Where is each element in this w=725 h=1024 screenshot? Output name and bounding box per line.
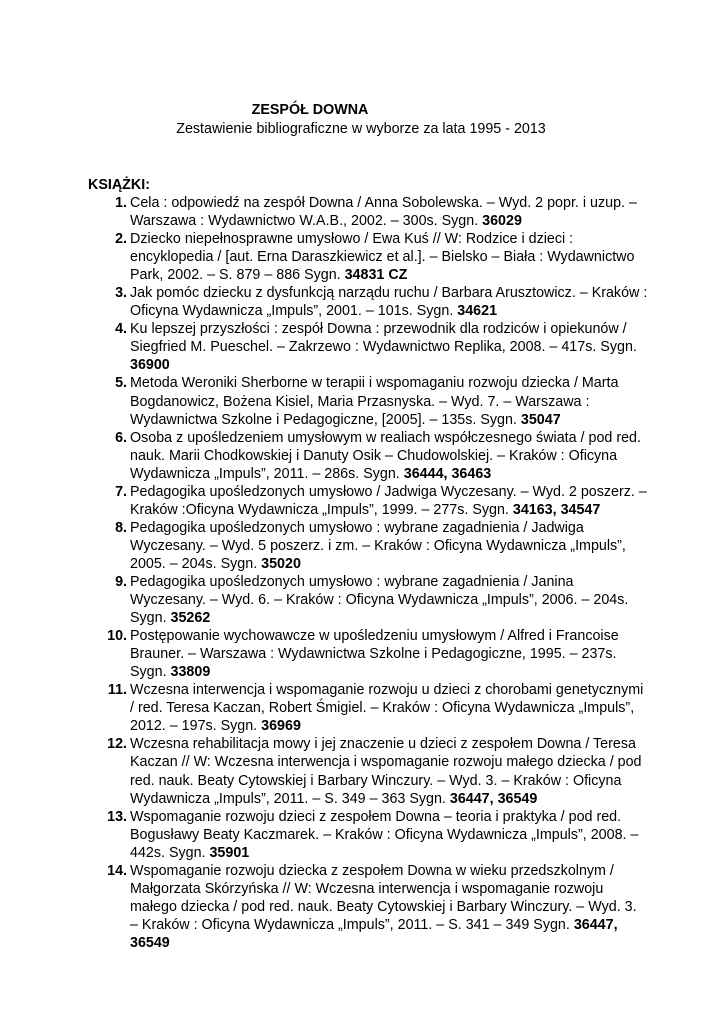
list-item: [88, 862, 648, 952]
list-item: [88, 808, 648, 862]
item-call-number: 36900: [130, 357, 170, 374]
item-text: [130, 627, 648, 681]
item-text: [130, 429, 648, 483]
item-call-number: 35047: [520, 411, 561, 428]
item-number: 10.: [107, 628, 127, 645]
item-call-number: 34621: [457, 303, 498, 320]
item-text: [130, 230, 648, 284]
item-description: Wspomaganie rozwoju dziecka z zespołem Downa w wieku przedszkolnym / Małgorzata Skórzyńska // W: Wczesna interwencja i wspomaganie rozwoju małego dziecka / pod red. nauk. Beaty Cytowskiej i Barbary Winczury. – Wyd. 3. – Kraków : Oficyna Wydawnicza „Impuls”, 2011. – S. 341 – 349 Sygn.: [130, 862, 637, 933]
item-number: 7.: [115, 483, 127, 500]
item-call-number: 36029: [482, 213, 522, 230]
item-description: Wspomaganie rozwoju dzieci z zespołem Downa – teoria i praktyka / pod red. Bogusławy Beaty Kaczmarek. – Kraków : Oficyna Wydawnicza „Impuls”, 2008. – 442s. Sygn.: [130, 808, 639, 861]
item-text: [130, 194, 648, 230]
list-item: [88, 483, 648, 519]
item-description: Cela : odpowiedź na zespół Downa / Anna Sobolewska. – Wyd. 2 popr. i uzup. – Warszawa : Wydawnictwo W.A.B., 2002. – 300s. Sygn.: [130, 195, 637, 230]
list-item: [88, 230, 648, 284]
item-number: 2.: [115, 231, 127, 248]
list-item: [88, 284, 648, 320]
item-text: [130, 862, 648, 952]
item-text: [130, 519, 648, 573]
item-text: [130, 808, 648, 862]
item-call-number: 36969: [261, 718, 301, 735]
item-description: Metoda Weroniki Sherborne w terapii i wspomaganiu rozwoju dziecka / Marta Bogdanowicz, Bożena Kisiel, Maria Przasnyska. – Wyd. 7. – Warszawa : Wydawnictwa Szkolne i Pedagogiczne, [2005]. – 135s. Sygn.: [130, 375, 619, 428]
item-call-number: 34831 CZ: [344, 267, 408, 284]
item-description: Wczesna interwencja i wspomaganie rozwoju u dzieci z chorobami genetycznymi / red. Teresa Kaczan, Robert Śmigiel. – Kraków : Oficyna Wydawnicza „Impuls”, 2012. – 197s. Sygn.: [130, 682, 644, 735]
item-text: [130, 374, 648, 428]
item-description: Pedagogika upośledzonych umysłowo : wybrane zagadnienia / Janina Wyczesany. – Wyd. 6. – Kraków : Oficyna Wydawnicza „Impuls”, 2006. – 204s. Sygn.: [130, 573, 629, 627]
list-item: [88, 320, 648, 374]
item-call-number: 33809: [170, 664, 211, 681]
item-number: 11.: [107, 682, 127, 699]
item-text: [130, 735, 648, 807]
item-description: Dziecko niepełnosprawne umysłowo / Ewa Kuś // W: Rodzice i dzieci : encyklopedia / [aut. Erna Daraszkiewicz et al.]. – Bielsko – Biała : Wydawnictwo Park, 2002. – S. 879 – 886 Sygn.: [130, 231, 635, 284]
item-description: Pedagogika upośledzonych umysłowo : wybrane zagadnienia / Jadwiga Wyczesany. – Wyd. 5 poszerz. i zm. – Kraków : Oficyna Wydawnicza „Impuls”, 2005. – 204s. Sygn.: [130, 519, 626, 572]
item-number: 4.: [115, 321, 127, 338]
item-number: 13.: [107, 808, 127, 825]
item-description: Postępowanie wychowawcze w upośledzeniu umysłowym / Alfred i Francoise Brauner. – Warszawa : Wydawnictwa Szkolne i Pedagogiczne, 1995. – 237s. Sygn.: [130, 628, 619, 681]
section-heading: KSIĄŻKI:: [88, 177, 150, 193]
item-number: 12.: [107, 736, 127, 753]
list-item: [88, 681, 648, 735]
list-item: [88, 735, 648, 807]
item-text: [130, 284, 648, 320]
list-item: [88, 194, 648, 230]
list-item: [88, 519, 648, 573]
list-item: [88, 573, 648, 627]
item-description: Jak pomóc dziecku z dysfunkcją narządu ruchu / Barbara Arusztowicz. – Kraków : Oficyna Wydawnicza „Impuls”, 2001. – 101s. Sygn.: [130, 285, 648, 320]
item-call-number: 36447, 36549: [449, 790, 538, 807]
item-number: 14.: [107, 862, 127, 879]
item-description: Osoba z upośledzeniem umysłowym w realiach współczesnego świata / pod red. nauk. Marii Chodkowskiej i Danuty Osik – Chudowolskiej. – Kraków : Oficyna Wydawnicza „Impuls”, 2011. – 286s. Sygn.: [130, 429, 641, 482]
item-number: 9.: [115, 573, 127, 590]
list-item: [88, 627, 648, 681]
item-description: Wczesna rehabilitacja mowy i jej znaczenie u dzieci z zespołem Downa / Teresa Kaczan // W: Wczesna interwencja i wspomaganie rozwoju małego dziecka / pod red. nauk. Beaty Cytowskiej i Barbary Winczury. – Wyd. 3. – Kraków : Oficyna Wydawnicza „Impuls”, 2011. – S. 349 – 363 Sygn.: [130, 736, 642, 807]
item-description: Ku lepszej przyszłości : zespół Downa : przewodnik dla rodziców i opiekunów / Siegfried M. Pueschel. – Zakrzewo : Wydawnictwo Replika, 2008. – 417s. Sygn.: [130, 321, 637, 356]
list-item: [88, 429, 648, 483]
item-number: 6.: [115, 429, 127, 446]
item-number: 8.: [115, 519, 127, 536]
item-description: Pedagogika upośledzonych umysłowo / Jadwiga Wyczesany. – Wyd. 2 poszerz. – Kraków :Oficyna Wydawnicza „Impuls”, 1999. – 277s. Sygn.: [130, 483, 647, 518]
item-number: 1.: [115, 195, 127, 211]
item-text: [130, 483, 648, 519]
item-call-number: 36447, 36549: [130, 916, 618, 951]
item-call-number: 34163, 34547: [512, 501, 601, 518]
item-call-number: 35901: [209, 844, 250, 861]
document-subtitle: Zestawienie bibliograficzne w wyborze za lata 1995 - 2013: [176, 121, 546, 137]
item-number: 3.: [115, 285, 127, 302]
item-text: [130, 681, 648, 735]
item-call-number: 35262: [170, 610, 211, 627]
item-text: [130, 573, 648, 627]
item-call-number: 35020: [261, 555, 301, 572]
item-number: 5.: [115, 375, 127, 392]
document-title: ZESPÓŁ DOWNA: [251, 102, 369, 118]
bibliography-list: [88, 194, 648, 952]
list-item: [88, 374, 648, 428]
item-text: [130, 320, 648, 374]
item-call-number: 36444, 36463: [403, 465, 492, 482]
